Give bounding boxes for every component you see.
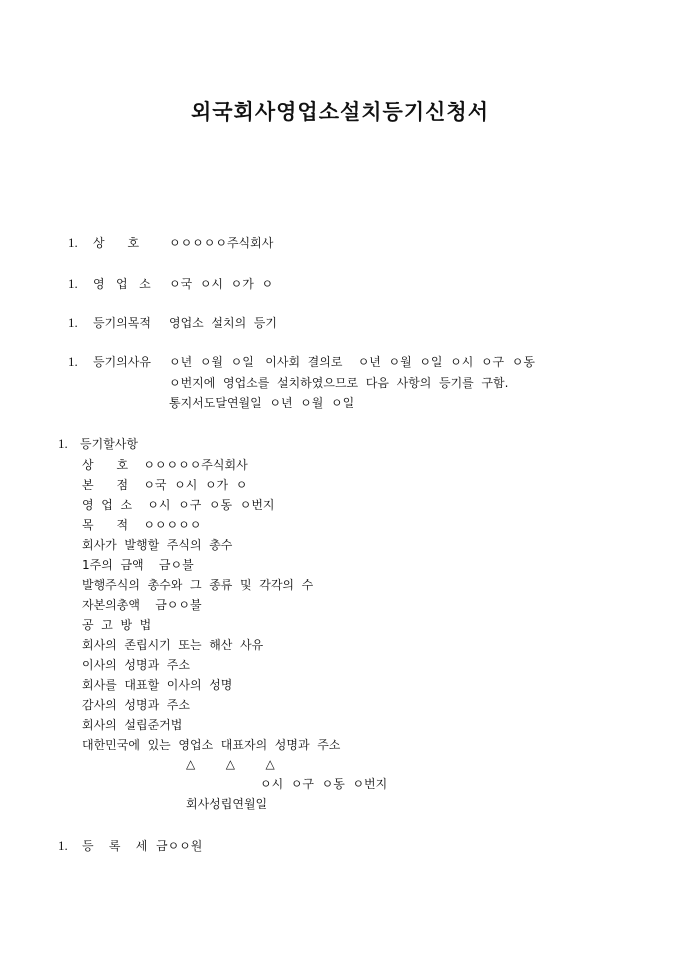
representative-triangles: △ △ △ [186,757,275,771]
matter-item: 회사의 존립시기 또는 해산 사유 [82,638,264,652]
matter-item: 1주의 금액 금ㅇ불 [82,558,194,572]
reason-label: 등기의사유 [93,355,151,369]
matter-item: 회사가 발행할 주식의 총수 [82,538,233,552]
matter-item: 목 적 ㅇㅇㅇㅇㅇ [82,518,202,532]
reason-line-3: 통지서도달연월일 ㅇ년 ㅇ월 ㅇ일 [169,396,355,410]
purpose-label: 등기의목적 [93,316,151,330]
matter-item: 자본의총액 금ㅇㅇ불 [82,598,202,612]
item-number: 1. [68,276,78,291]
matter-item: 본 점 ㅇ국 ㅇ시 ㅇ가 ㅇ [82,478,248,492]
document-title: 외국회사영업소설치등기신청서 [190,99,489,124]
office-label: 영 업 소 [93,277,151,291]
purpose-value: 영업소 설치의 등기 [169,316,277,330]
item-number: 1. [68,235,78,250]
reason-line-1: ㅇ년 ㅇ월 ㅇ일 이사회 결의로 ㅇ년 ㅇ월 ㅇ일 ㅇ시 ㅇ구 ㅇ동 [169,355,535,369]
registration-tax-value: 금ㅇㅇ원 [156,839,203,853]
office-value: ㅇ국 ㅇ시 ㅇ가 ㅇ [169,277,274,291]
matter-item: 회사를 대표할 이사의 성명 [82,678,233,692]
item-number: 1. [58,436,68,451]
matter-item: 발행주식의 총수와 그 종류 및 각각의 수 [82,578,314,592]
trade-name-value: ㅇㅇㅇㅇㅇ주식회사 [169,236,274,250]
item-number: 1. [68,354,78,369]
trade-name-label: 상 호 [93,236,140,250]
matters-heading: 등기할사항 [80,437,138,451]
matter-item: 공 고 방 법 [82,618,152,632]
matter-item: 상 호 ㅇㅇㅇㅇㅇ주식회사 [82,458,248,472]
establishment-date-label: 회사성립연월일 [186,797,268,811]
reason-line-2: ㅇ번지에 영업소를 설치하였으므로 다음 사항의 등기를 구함. [169,376,509,390]
representative-address: ㅇ시 ㅇ구 ㅇ동 ㅇ번지 [260,777,388,791]
matter-item: 감사의 성명과 주소 [82,698,190,712]
matter-item: 회사의 설립준거법 [82,718,183,732]
registration-tax-label: 등 록 세 [82,839,148,853]
matter-item: 이사의 성명과 주소 [82,658,190,672]
matter-item: 대한민국에 있는 영업소 대표자의 성명과 주소 [82,738,341,752]
matter-item: 영 업 소 ㅇ시 ㅇ구 ㅇ동 ㅇ번지 [82,498,275,512]
item-number: 1. [68,315,78,330]
item-number: 1. [58,838,68,853]
